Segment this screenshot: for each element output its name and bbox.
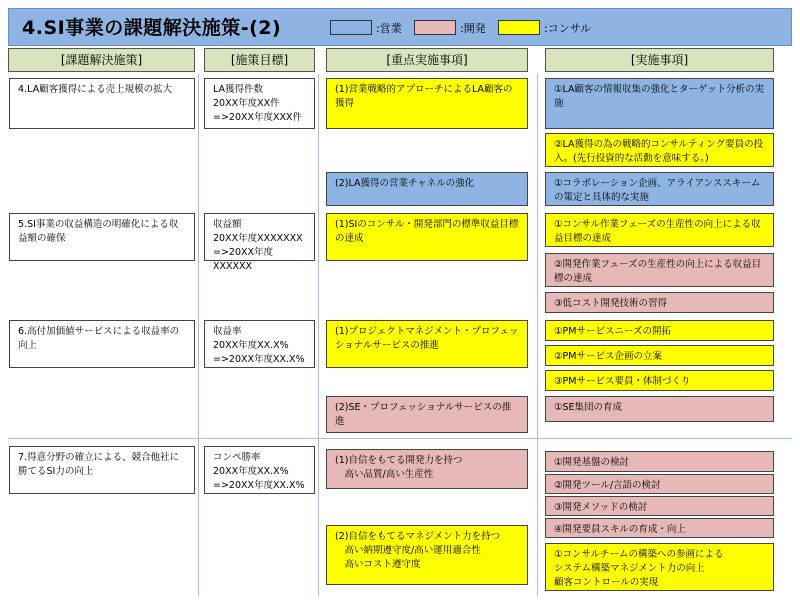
legend-label-dev: :開発 [460, 22, 486, 35]
target-box: LA獲得件数 20XX年度XX件 =>20XX年度XXX件 [204, 78, 315, 129]
action-box: ①SE集団の育成 [545, 396, 774, 422]
target-box: 収益率 20XX年度XX.X% =>20XX年度XX.X% [204, 320, 315, 368]
issue-box: 7.得意分野の確立による、競合他社に勝てるSI力の向上 [9, 446, 195, 494]
legend-label-consult: :コンサル [544, 22, 592, 35]
column-divider [198, 74, 199, 596]
action-box: ①コンサルチームの構築への参画による システム構築マネジメント力の向上 顧客コントロールの実現 [545, 543, 774, 591]
target-box: 収益額 20XX年度XXXXXXX =>20XX年度XXXXXX [204, 213, 315, 261]
action-box: ②PMサービス企画の立案 [545, 345, 774, 366]
priority-box: (2)LA獲得の営業チャネルの強化 [326, 172, 528, 206]
action-box: ③PMサービス要員・体制づくり [545, 370, 774, 391]
action-box: ③開発メソッドの検討 [545, 496, 774, 516]
action-box: ②LA獲得の為の戦略的コンサルティング要員の投入。(先行投資的な活動を意味する。) [545, 133, 774, 167]
issue-box: 4.LA顧客獲得による売上規模の拡大 [9, 78, 195, 129]
action-box: ②開発作業フェーズの生産性の向上による収益目標の達成 [545, 253, 774, 287]
priority-box: (2)自信をもてるマネジメント力を持つ 高い納期遵守度/高い運用適合性 高いコスト遵守度 [326, 525, 528, 585]
priority-box: (1)自信をもてる開発力を持つ 高い品質/高い生産性 [326, 449, 528, 489]
action-box: ②開発ツール/言語の検討 [545, 474, 774, 494]
legend-label-sales: :営業 [376, 22, 402, 35]
action-box: ①コンサル作業フェーズの生産性の向上による収益目標の達成 [545, 213, 774, 247]
action-box: ①コラボレーション企画、アライアンススキームの策定と具体的な実施 [545, 172, 774, 206]
action-box: ③低コスト開発技術の習得 [545, 292, 774, 313]
action-box: ①PMサービスニーズの開拓 [545, 320, 774, 341]
action-box: ①LA顧客の情報収集の強化とターゲット分析の実施 [545, 78, 774, 129]
header-action: [実施事項] [545, 48, 774, 72]
header-target: [施策目標] [204, 48, 315, 72]
legend-swatch-dev [414, 20, 456, 35]
column-divider [537, 74, 538, 596]
target-box: コンペ勝率 20XX年度XX.X% =>20XX年度XX.X% [204, 446, 315, 494]
action-box: ①開発基盤の検討 [545, 451, 774, 472]
priority-box: (1)SIのコンサル・開発部門の標準収益目標の達成 [326, 213, 528, 261]
priority-box: (1)営業戦略的アプローチによるLA顧客の獲得 [326, 78, 528, 129]
issue-box: 6.高付加価値サービスによる収益率の向上 [9, 320, 195, 368]
column-divider [318, 74, 319, 596]
header-priority: [重点実施事項] [326, 48, 528, 72]
legend-swatch-consult [498, 20, 540, 35]
legend-swatch-sales [330, 20, 372, 35]
priority-box: (2)SE・プロフェッショナルサービスの推進 [326, 396, 528, 433]
action-box: ④開発要員スキルの育成・向上 [545, 518, 774, 538]
row-divider [8, 438, 792, 439]
priority-box: (1)プロジェクトマネジメント・プロフェッショナルサービスの推進 [326, 320, 528, 368]
issue-box: 5.SI事業の収益構造の明確化による収益額の確保 [9, 213, 195, 261]
page-title: 4.SI事業の課題解決施策-(2) [22, 17, 282, 39]
header-issue: [課題解決施策] [8, 48, 195, 72]
